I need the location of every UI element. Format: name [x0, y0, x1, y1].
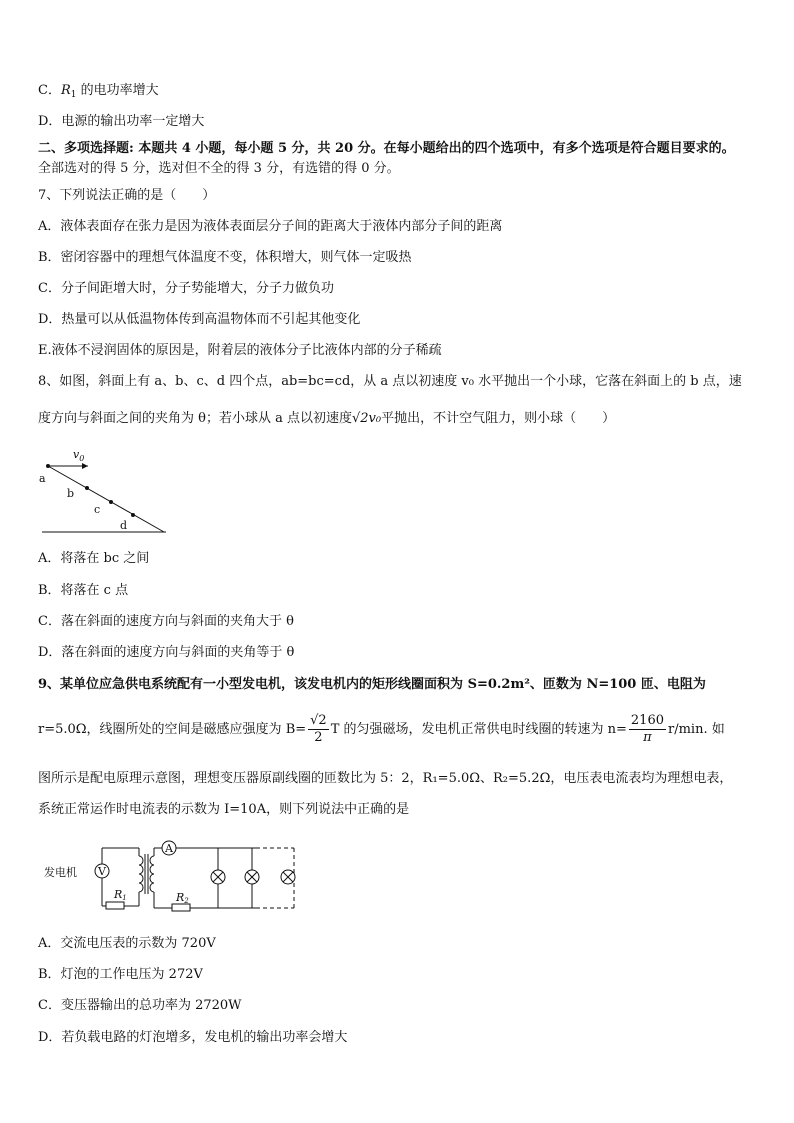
ammeter-label: A	[165, 842, 173, 855]
q9-stem-line1: 9、某单位应急供电系统配有一小型发电机，该发电机内的矩形线圈面积为 S=0.2m²、匝数为 N=100 匝、电阻为	[38, 677, 706, 692]
q8-option-d: D．落在斜面的速度方向与斜面的夹角等于 θ	[38, 645, 295, 660]
q6-option-c	[38, 82, 159, 104]
lamp-2	[245, 848, 259, 908]
arrowhead	[82, 463, 88, 469]
option-letter: C．	[38, 83, 61, 98]
q8-stem-line1: 8、如图，斜面上有 a、b、c、d 四个点，ab=bc=cd，从 a 点以初速度 v₀ 水平抛出一个小球，它落在斜面上的 b 点，速	[38, 374, 742, 389]
point-c-dot	[109, 500, 113, 504]
primary-coil	[139, 856, 143, 892]
resistor-r1	[106, 902, 124, 909]
q7-stem: 7、下列说法正确的是（ ）	[38, 188, 216, 203]
q7-option-a: A．液体表面存在张力是因为液体表面层分子间的距离大于液体内部分子间的距离	[38, 219, 503, 234]
stem-text: T 的匀强磁场，发电机正常供电时线圈的转速为 n=	[330, 722, 627, 737]
point-c-label: c	[94, 503, 101, 516]
q9-stem-line4: 系统正常运作时电流表的示数为 I=10A，则下列说法中正确的是	[38, 802, 410, 817]
q9-stem-line2	[38, 712, 725, 748]
lamp-3	[281, 870, 295, 884]
fraction-denominator: 2	[314, 730, 323, 745]
r1-label: R1	[114, 888, 127, 902]
stem-text: r=5.0Ω，线圈所处的空间是磁感应强度为 B=	[38, 722, 307, 737]
r2-label: R2	[176, 891, 189, 905]
q8-option-a: A．将落在 bc 之间	[38, 551, 150, 566]
incline-figure	[36, 446, 176, 538]
q9-option-d: D．若负载电路的灯泡增多，发电机的输出功率会增大	[38, 1030, 348, 1045]
r1-symbol: R	[60, 83, 71, 98]
r1-subscript: 1	[70, 90, 77, 100]
circuit-figure	[44, 834, 306, 916]
voltmeter-label: V	[98, 865, 106, 878]
point-a-dot	[46, 464, 50, 468]
q7-option-e: E.液体不浸润固体的原因是，附着层的液体分子比液体内部的分子稀疏	[38, 343, 442, 358]
stem-text: 平抛出，不计空气阻力，则小球（ ）	[381, 411, 616, 426]
q7-option-b: B．密闭容器中的理想气体温度不变，体积增大，则气体一定吸热	[38, 250, 412, 265]
point-d-label: d	[120, 519, 128, 532]
q8-option-b: B．将落在 c 点	[38, 583, 129, 598]
q9-stem-line3: 图所示是配电原理示意图，理想变压器原副线圈的匝数比为 5：2，R₁=5.0Ω、R₂=5.2Ω，电压表电流表均为理想电表，	[38, 771, 733, 786]
section-header-line2: 全部选对的得 5 分，选对但不全的得 3 分，有选错的得 0 分。	[38, 161, 400, 176]
b-fraction	[308, 713, 329, 746]
stem-text: r/min. 如	[668, 722, 725, 737]
incline-surface	[48, 466, 164, 532]
generator-label: 发电机	[44, 866, 77, 879]
q7-option-c: C．分子间距增大时，分子势能增大，分子力做负功	[38, 281, 334, 296]
secondary-coil	[150, 856, 154, 892]
q8-option-c: C．落在斜面的速度方向与斜面的夹角大于 θ	[38, 614, 294, 629]
n-fraction	[629, 713, 666, 746]
q7-option-d: D．热量可以从低温物体传到高温物体而不引起其他变化	[38, 312, 361, 327]
point-a-label: a	[39, 472, 46, 485]
resistor-r2	[172, 904, 190, 911]
v0-label: $v_0$	[73, 448, 85, 463]
stem-text: 度方向与斜面之间的夹角为 θ；若小球从 a 点以初速度	[38, 411, 352, 426]
section-header-line1: 二、多项选择题: 本题共 4 小题，每小题 5 分，共 20 分。在每小题给出的四个选项中，有多个选项是符合题目要求的。	[38, 141, 735, 156]
q9-option-c: C．变压器输出的总功率为 2720W	[38, 998, 242, 1013]
point-b-label: b	[67, 487, 75, 500]
fraction-denominator: π	[643, 730, 652, 745]
point-d-dot	[131, 513, 135, 517]
initial-velocity-expression: √2v₀	[351, 411, 382, 426]
q6-option-d: D．电源的输出功率一定增大	[38, 114, 205, 129]
q8-stem-line2	[38, 410, 615, 428]
q9-option-b: B．灯泡的工作电压为 272V	[38, 967, 203, 982]
lamp-1	[211, 848, 225, 908]
q9-option-a: A．交流电压表的示数为 720V	[38, 936, 216, 951]
fraction-numerator: √2	[310, 713, 327, 728]
fraction-numerator: 2160	[630, 713, 664, 728]
option-text: 的电功率增大	[76, 83, 159, 98]
point-b-dot	[85, 486, 89, 490]
